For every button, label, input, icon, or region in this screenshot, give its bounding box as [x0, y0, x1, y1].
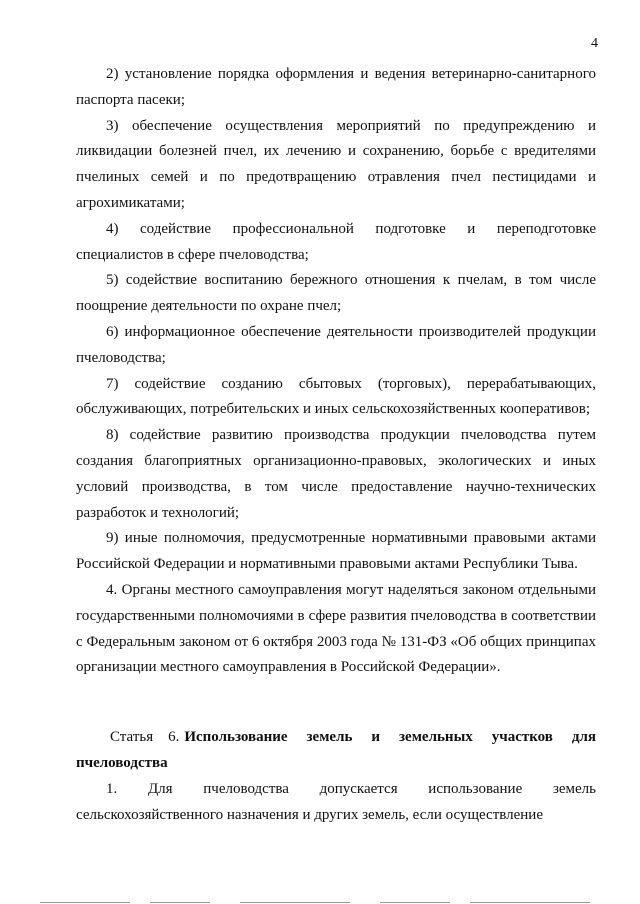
document-body — [76, 62, 596, 828]
paragraph-item-6: 6) информационное обеспечение деятельности производителей продукции пчеловодства; — [76, 323, 596, 366]
page-number: 4 — [591, 36, 598, 51]
paragraph-item-3: 3) обеспечение осуществления мероприятий по предупреждению и ликвидации болезней пчел, их лечению и сохранению, борьбе с вредителями пчелиных семей и по предотвращению отравления пчел пестицидами и агрохимикатами; — [76, 117, 596, 211]
article-heading — [76, 725, 596, 777]
article-title: Использование земель и земельных участков для пчеловодства — [76, 729, 596, 771]
article-paragraph-1: 1. Для пчеловодства допускается использование земель сельскохозяйственного назначения и других земель, если осуществление — [76, 780, 596, 823]
paragraph-item-2: 2) установление порядка оформления и ведения ветеринарно-санитарного паспорта пасеки; — [76, 66, 596, 108]
paragraph-item-4: 4) содействие профессиональной подготовке и переподготовке специалистов в сфере пчеловодства; — [76, 220, 596, 263]
scan-edge-artifact — [0, 898, 640, 904]
paragraph-item-5: 5) содействие воспитанию бережного отношения к пчелам, в том числе поощрение деятельности по охране пчел; — [76, 272, 596, 315]
paragraph-item-9: 9) иные полномочия, предусмотренные нормативными правовыми актами Российской Федерации и нормативными правовыми актами Республики Тыва. — [76, 530, 596, 573]
paragraph-item-7: 7) содействие созданию сбытовых (торговых), перерабатывающих, обслуживающих, потребительских и иных сельскохозяйственных кооперативов; — [76, 375, 596, 418]
paragraph-item-8: 8) содействие развитию производства продукции пчеловодства путем создания благоприятных организационно-правовых, экологических и иных условий производства, в том числе предоставление научно-технических разработок и технологий; — [76, 427, 596, 521]
article-label: Статья 6. — [110, 729, 180, 746]
paragraph-clause-4: 4. Органы местного самоуправления могут наделяться законом отдельными государственными полномочиями в сфере развития пчеловодства в соответствии с Федеральным законом от 6 октября 2003 года № 131-ФЗ «Об общих принципах организации местного самоуправления в Российской Федерации». — [76, 581, 596, 676]
